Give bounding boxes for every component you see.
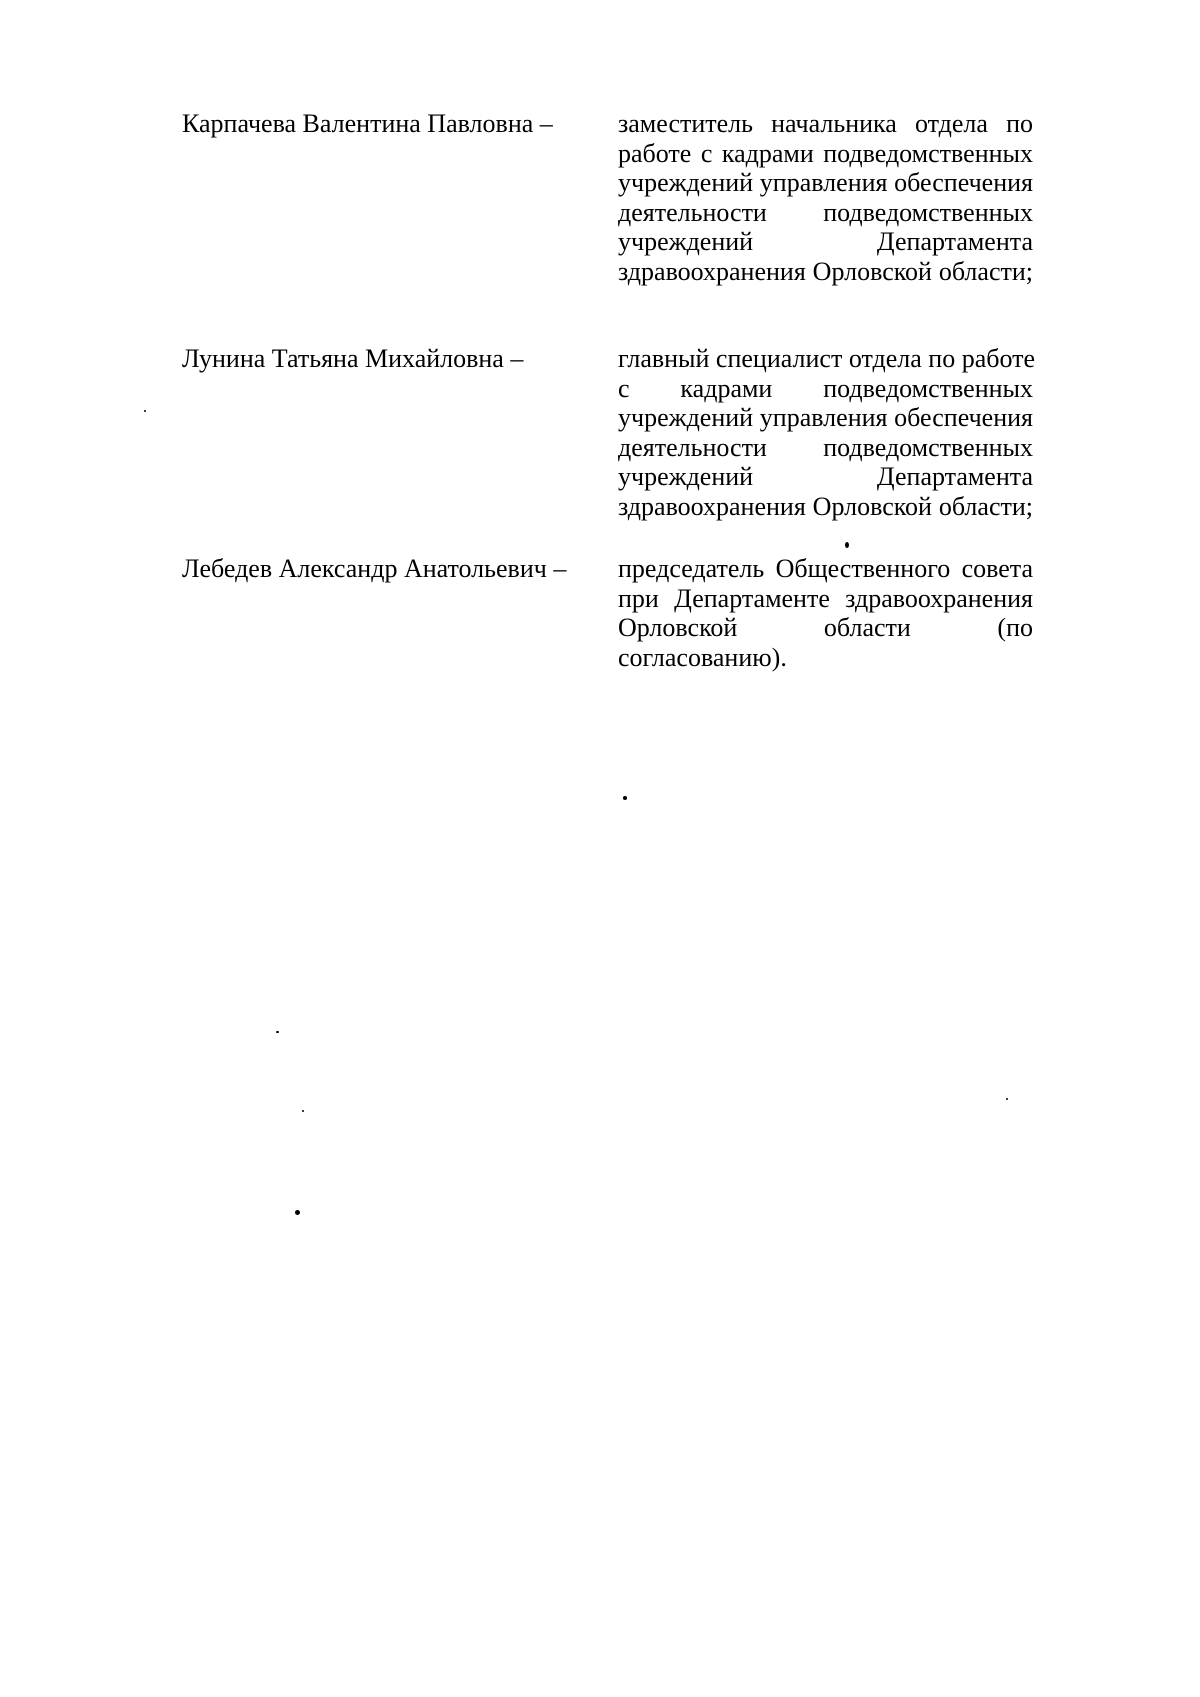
role-line: главный специалист отдела по работе [618, 344, 1036, 373]
member-role [618, 344, 1036, 521]
role-line: Орловской области (по [618, 613, 1033, 642]
scan-speck [276, 1031, 279, 1033]
role-line: учреждений управления обеспечения [618, 403, 1033, 432]
role-line: работе с кадрами подведомственных [618, 138, 1033, 168]
scan-speck [144, 410, 146, 412]
role-line: при Департаменте здравоохранения [618, 583, 1033, 613]
role-line: учреждений Департамента [618, 227, 1033, 256]
role-line: председатель Общественного совета [618, 554, 1033, 583]
member-role [618, 554, 1033, 672]
member-name: Лебедев Александр Анатольевич – [182, 554, 567, 583]
member-role [618, 109, 1033, 286]
role-line: здравоохранения Орловской области; [618, 491, 1033, 521]
scan-speck [1006, 1098, 1008, 1100]
role-line: учреждений управления обеспечения [618, 168, 1033, 197]
scan-speck [302, 1110, 304, 1112]
scan-speck [623, 796, 627, 800]
member-name: Лунина Татьяна Михайловна – [182, 344, 524, 373]
role-line: согласованию). [618, 642, 787, 672]
role-line: заместитель начальника отдела по [618, 109, 1033, 138]
scan-speck [295, 1210, 300, 1215]
role-line: деятельности подведомственных [618, 432, 1033, 462]
role-line: с кадрами подведомственных [618, 373, 1033, 403]
role-line: деятельности подведомственных [618, 197, 1033, 227]
role-line: здравоохранения Орловской области; [618, 256, 1033, 286]
scan-speck [845, 542, 849, 548]
member-name: Карпачева Валентина Павловна – [182, 109, 553, 138]
role-line: учреждений Департамента [618, 462, 1033, 491]
